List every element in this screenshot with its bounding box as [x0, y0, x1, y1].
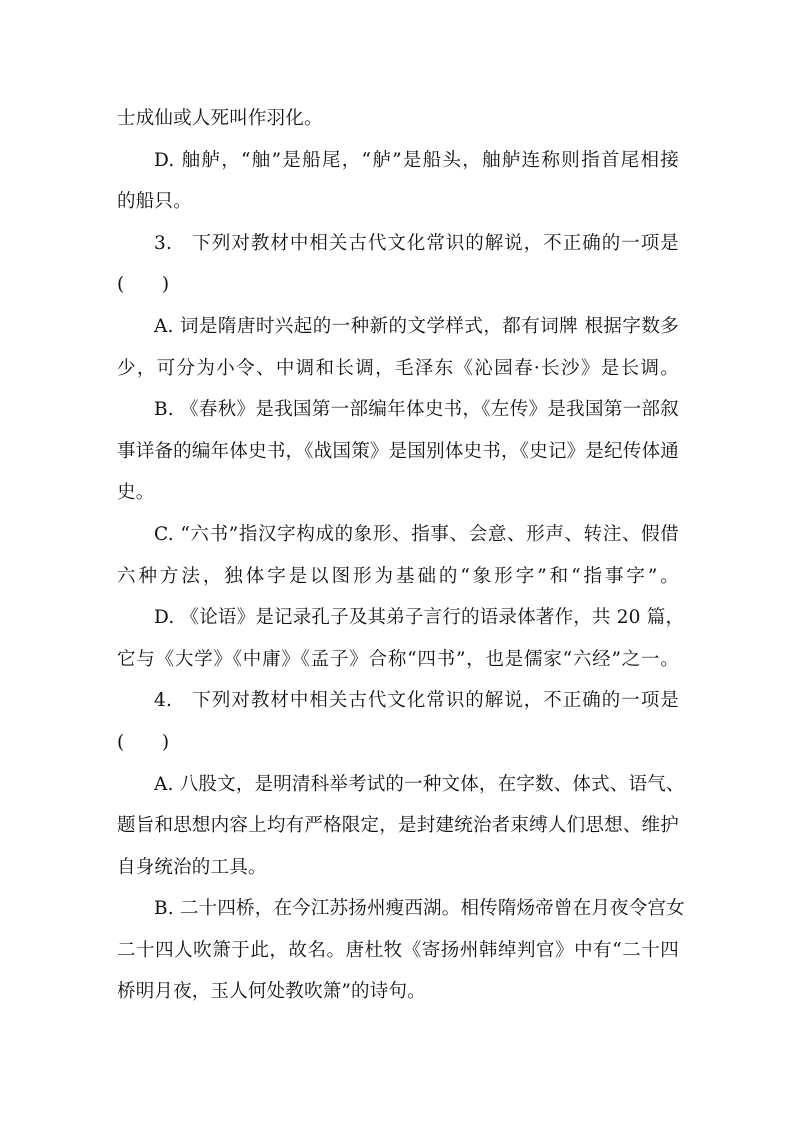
text-line: 它与《大学》《中庸》《孟子》合称“四书”，也是儒家“六经”之一。: [117, 648, 679, 670]
document-page: [117, 98, 685, 1013]
text-line: 二十四人吹箫于此，故名。唐杜牧《寄扬州韩绰判官》中有“二十四: [117, 939, 679, 961]
text-line: ( ): [117, 731, 170, 753]
text-line: 事详备的编年体史书，《战国策》是国别体史书，《史记》是纪传体通: [117, 440, 679, 462]
text-line: 4. 下列对教材中相关古代文化常识的解说，不正确的一项是: [154, 690, 679, 712]
document-body: [117, 98, 685, 1013]
text-line: 少，可分为小令、中调和长调，毛泽东《沁园春·长沙》是长调。: [117, 357, 679, 379]
text-line: D. 《论语》是记录孔子及其弟子言行的语录体著作，共 20 篇，: [154, 607, 685, 629]
text-line: D. 舳舻，“舳”是船尾，“舻”是船头，舳舻连称则指首尾相接: [154, 149, 679, 171]
text-line: C. “六书”指汉字构成的象形、指事、会意、形声、转注、假借: [154, 523, 679, 545]
text-line: B. 二十四桥，在今江苏扬州瘦西湖。相传隋炀帝曾在月夜令宫女: [154, 898, 685, 920]
text-line: 桥明月夜，玉人何处教吹箫”的诗句。: [117, 981, 426, 1003]
text-line: 史。: [117, 482, 155, 504]
text-line: B. 《春秋》是我国第一部编年体史书，《左传》是我国第一部叙: [154, 399, 679, 421]
text-line: 题旨和思想内容上均有严格限定，是封建统治者束缚人们思想、维护: [117, 815, 679, 837]
text-line: A. 八股文，是明清科举考试的一种文体，在字数、体式、语气、: [154, 773, 685, 795]
text-line: A. 词是隋唐时兴起的一种新的文学样式，都有词牌 根据字数多: [154, 315, 679, 337]
text-line: 的船只。: [117, 191, 192, 213]
text-line: 士成仙或人死叫作羽化。: [117, 108, 323, 129]
text-line: 自身统治的工具。: [117, 856, 267, 878]
text-line: 3. 下列对教材中相关古代文化常识的解说，不正确的一项是: [154, 232, 679, 254]
text-line: 六种方法，独体字是以图形为基础的“象形字”和“指事字”。: [117, 565, 679, 587]
text-line: ( ): [117, 274, 170, 296]
